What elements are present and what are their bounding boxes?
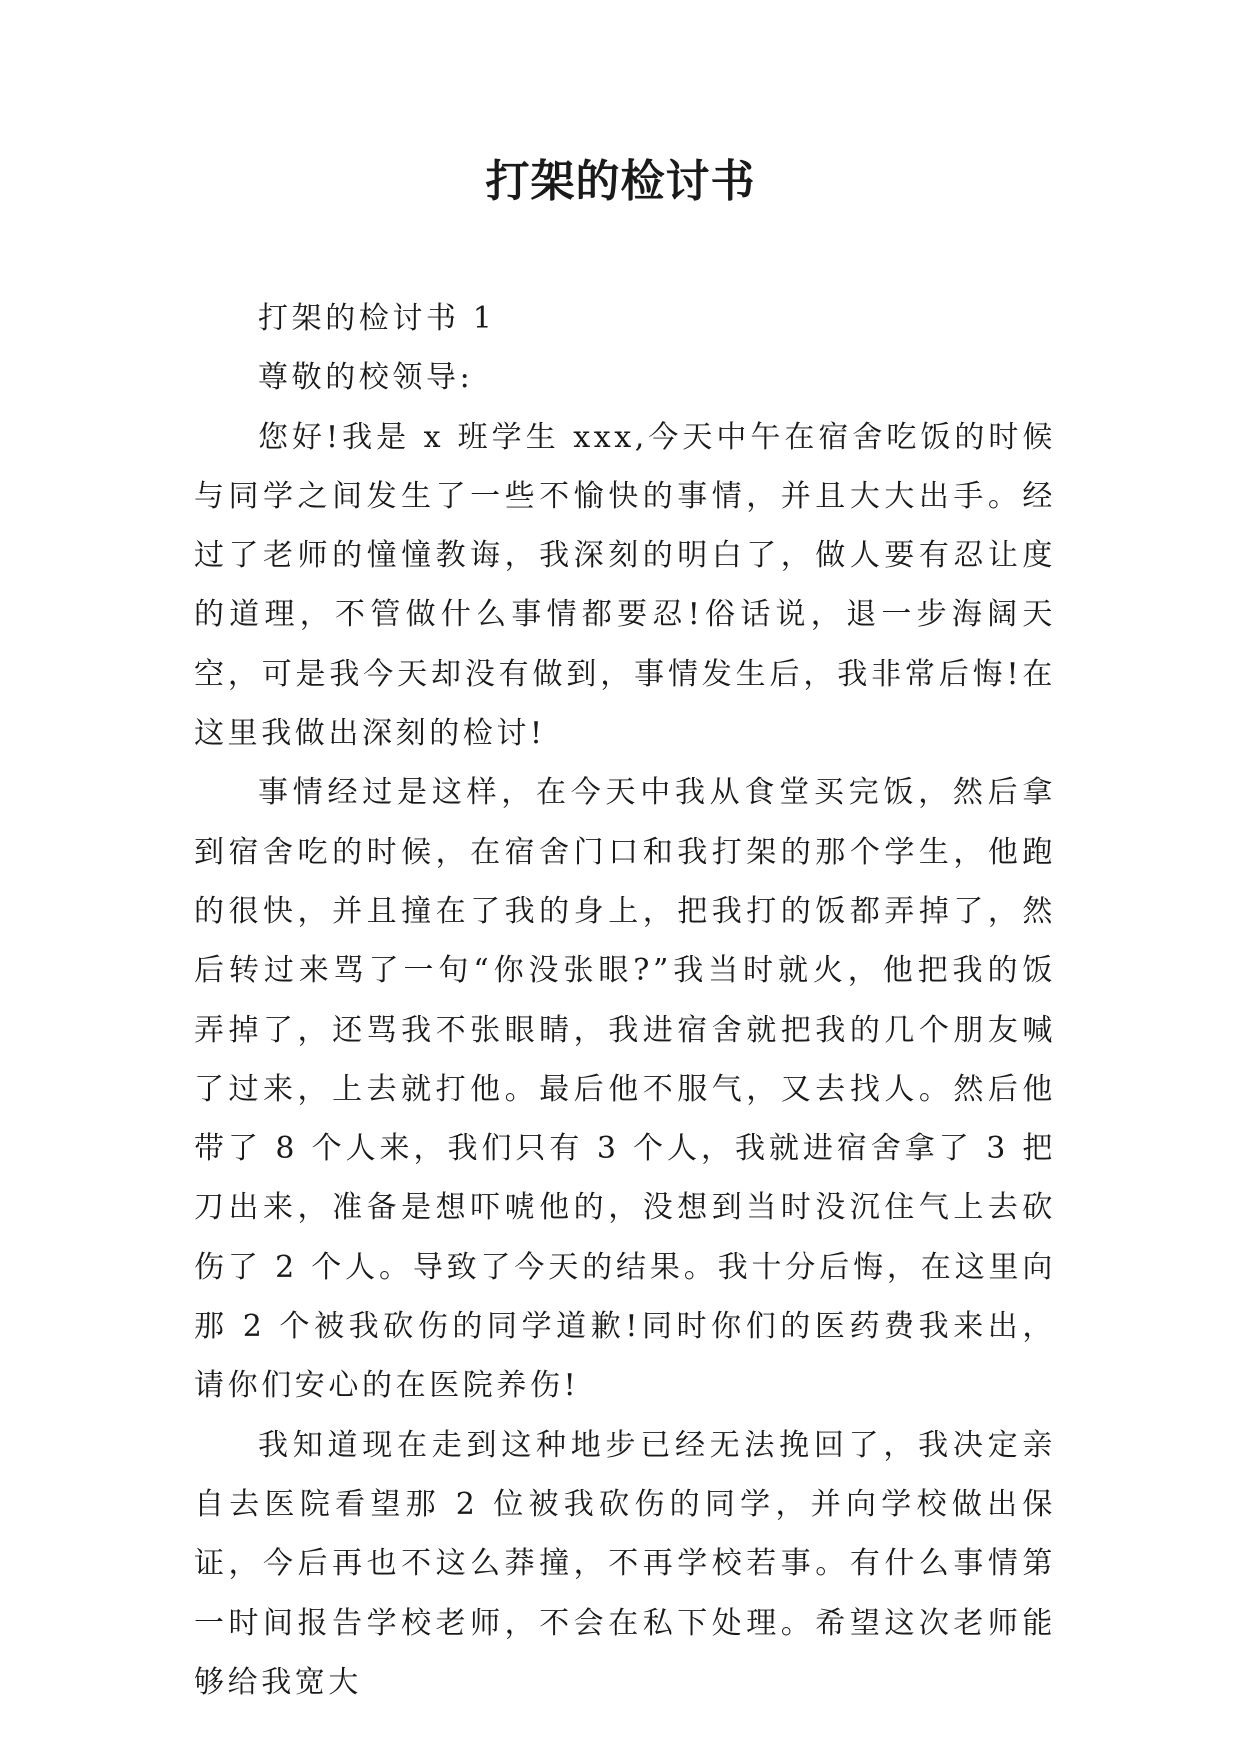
paragraph: 事情经过是这样，在今天中我从食堂买完饭，然后拿到宿舍吃的时候，在宿舍门口和我打架的那个学生，他跑的很快，并且撞在了我的身上，把我打的饭都弄掉了，然后转过来骂了一句“你没张眼?”我当时就火，他把我的饭弄掉了，还骂我不张眼睛，我进宿舍就把我的几个朋友喊了过来，上去就打他。最后他不服气，又去找人。然后他带了 8 个人来，我们只有 3 个人，我就进宿舍拿了 3 把刀出来，准备是想吓唬他的，没想到当时没沉住气上去砍伤了 2 个人。导致了今天的结果。我十分后悔，在这里向那 2 个被我砍伤的同学道歉!同时你们的医药费我来出，请你们安心的在医院养伤! (194, 775, 1056, 1404)
document-body (194, 289, 1056, 1712)
salutation: 尊敬的校领导: (258, 360, 474, 396)
document-title: 打架的检讨书 (485, 156, 756, 207)
paragraph: 我知道现在走到这种地步已经无法挽回了，我决定亲自去医院看望那 2 位被我砍伤的同学，并向学校做出保证，今后再也不这么莽撞，不再学校若事。有什么事情第一时间报告学校老师，不会在私下处理。希望这次老师能够给我宽大 (194, 1427, 1056, 1700)
section-heading: 打架的检讨书 1 (258, 301, 496, 336)
paragraph: 您好!我是 x 班学生 xxx,今天中午在宿舍吃饭的时候与同学之间发生了一些不愉快的事情，并且大大出手。经过了老师的憧憧教诲，我深刻的明白了，做人要有忍让度的道理，不管做什么事情都要忍!俗话说，退一步海阔天空，可是我今天却没有做到，事情发生后，我非常后悔!在这里我做出深刻的检讨! (194, 419, 1056, 752)
